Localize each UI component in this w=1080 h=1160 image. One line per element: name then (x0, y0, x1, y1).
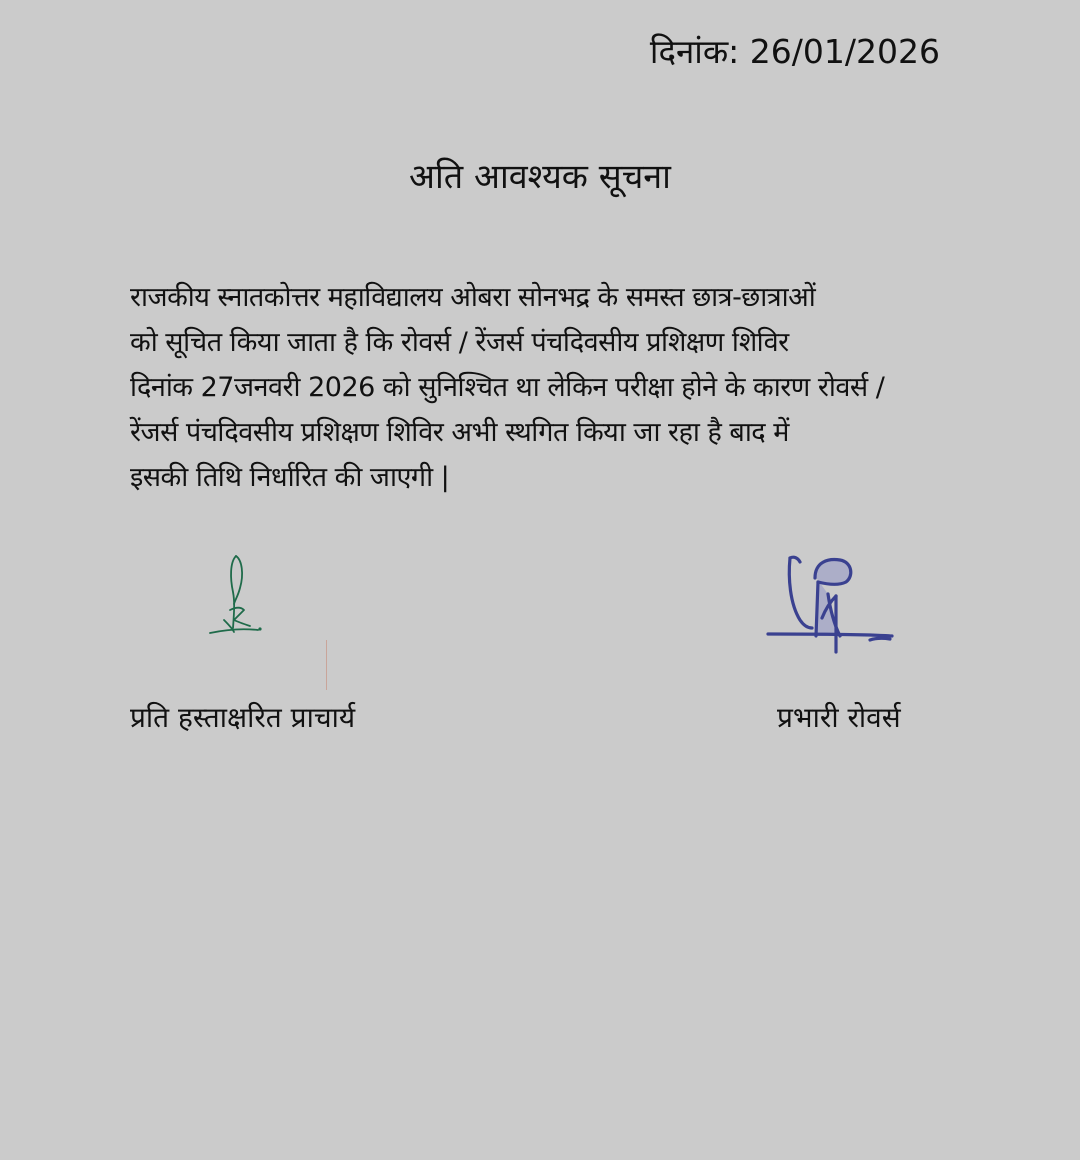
in-charge-sign-label: प्रभारी रोवर्स (777, 701, 901, 734)
notice-body-line: दिनांक 27जनवरी 2026 को सुनिश्चित था लेकिन परीक्षा होने के कारण रोवर्स / (130, 372, 885, 403)
notice-body-line: राजकीय स्नातकोत्तर महाविद्यालय ओबरा सोनभद्र के समस्त छात्र-छात्राओं (130, 282, 816, 313)
notice-heading: अति आवश्यक सूचना (409, 157, 671, 197)
notice-body-line: इसकी तिथि निर्धारित की जाएगी | (130, 462, 450, 493)
in-charge-signature (760, 548, 900, 658)
notice-body-line: रेंजर्स पंचदिवसीय प्रशिक्षण शिविर अभी स्थगित किया जा रहा है बाद में (130, 417, 789, 448)
notice-date: दिनांक: 26/01/2026 (649, 32, 940, 71)
notice-body (130, 275, 960, 500)
principal-sign-label: प्रति हस्ताक्षरित प्राचार्य (130, 701, 356, 734)
principal-signature (200, 548, 270, 643)
stray-mark (326, 640, 327, 690)
notice-body-line: को सूचित किया जाता है कि रोवर्स / रेंजर्स पंचदिवसीय प्रशिक्षण शिविर (130, 327, 789, 358)
